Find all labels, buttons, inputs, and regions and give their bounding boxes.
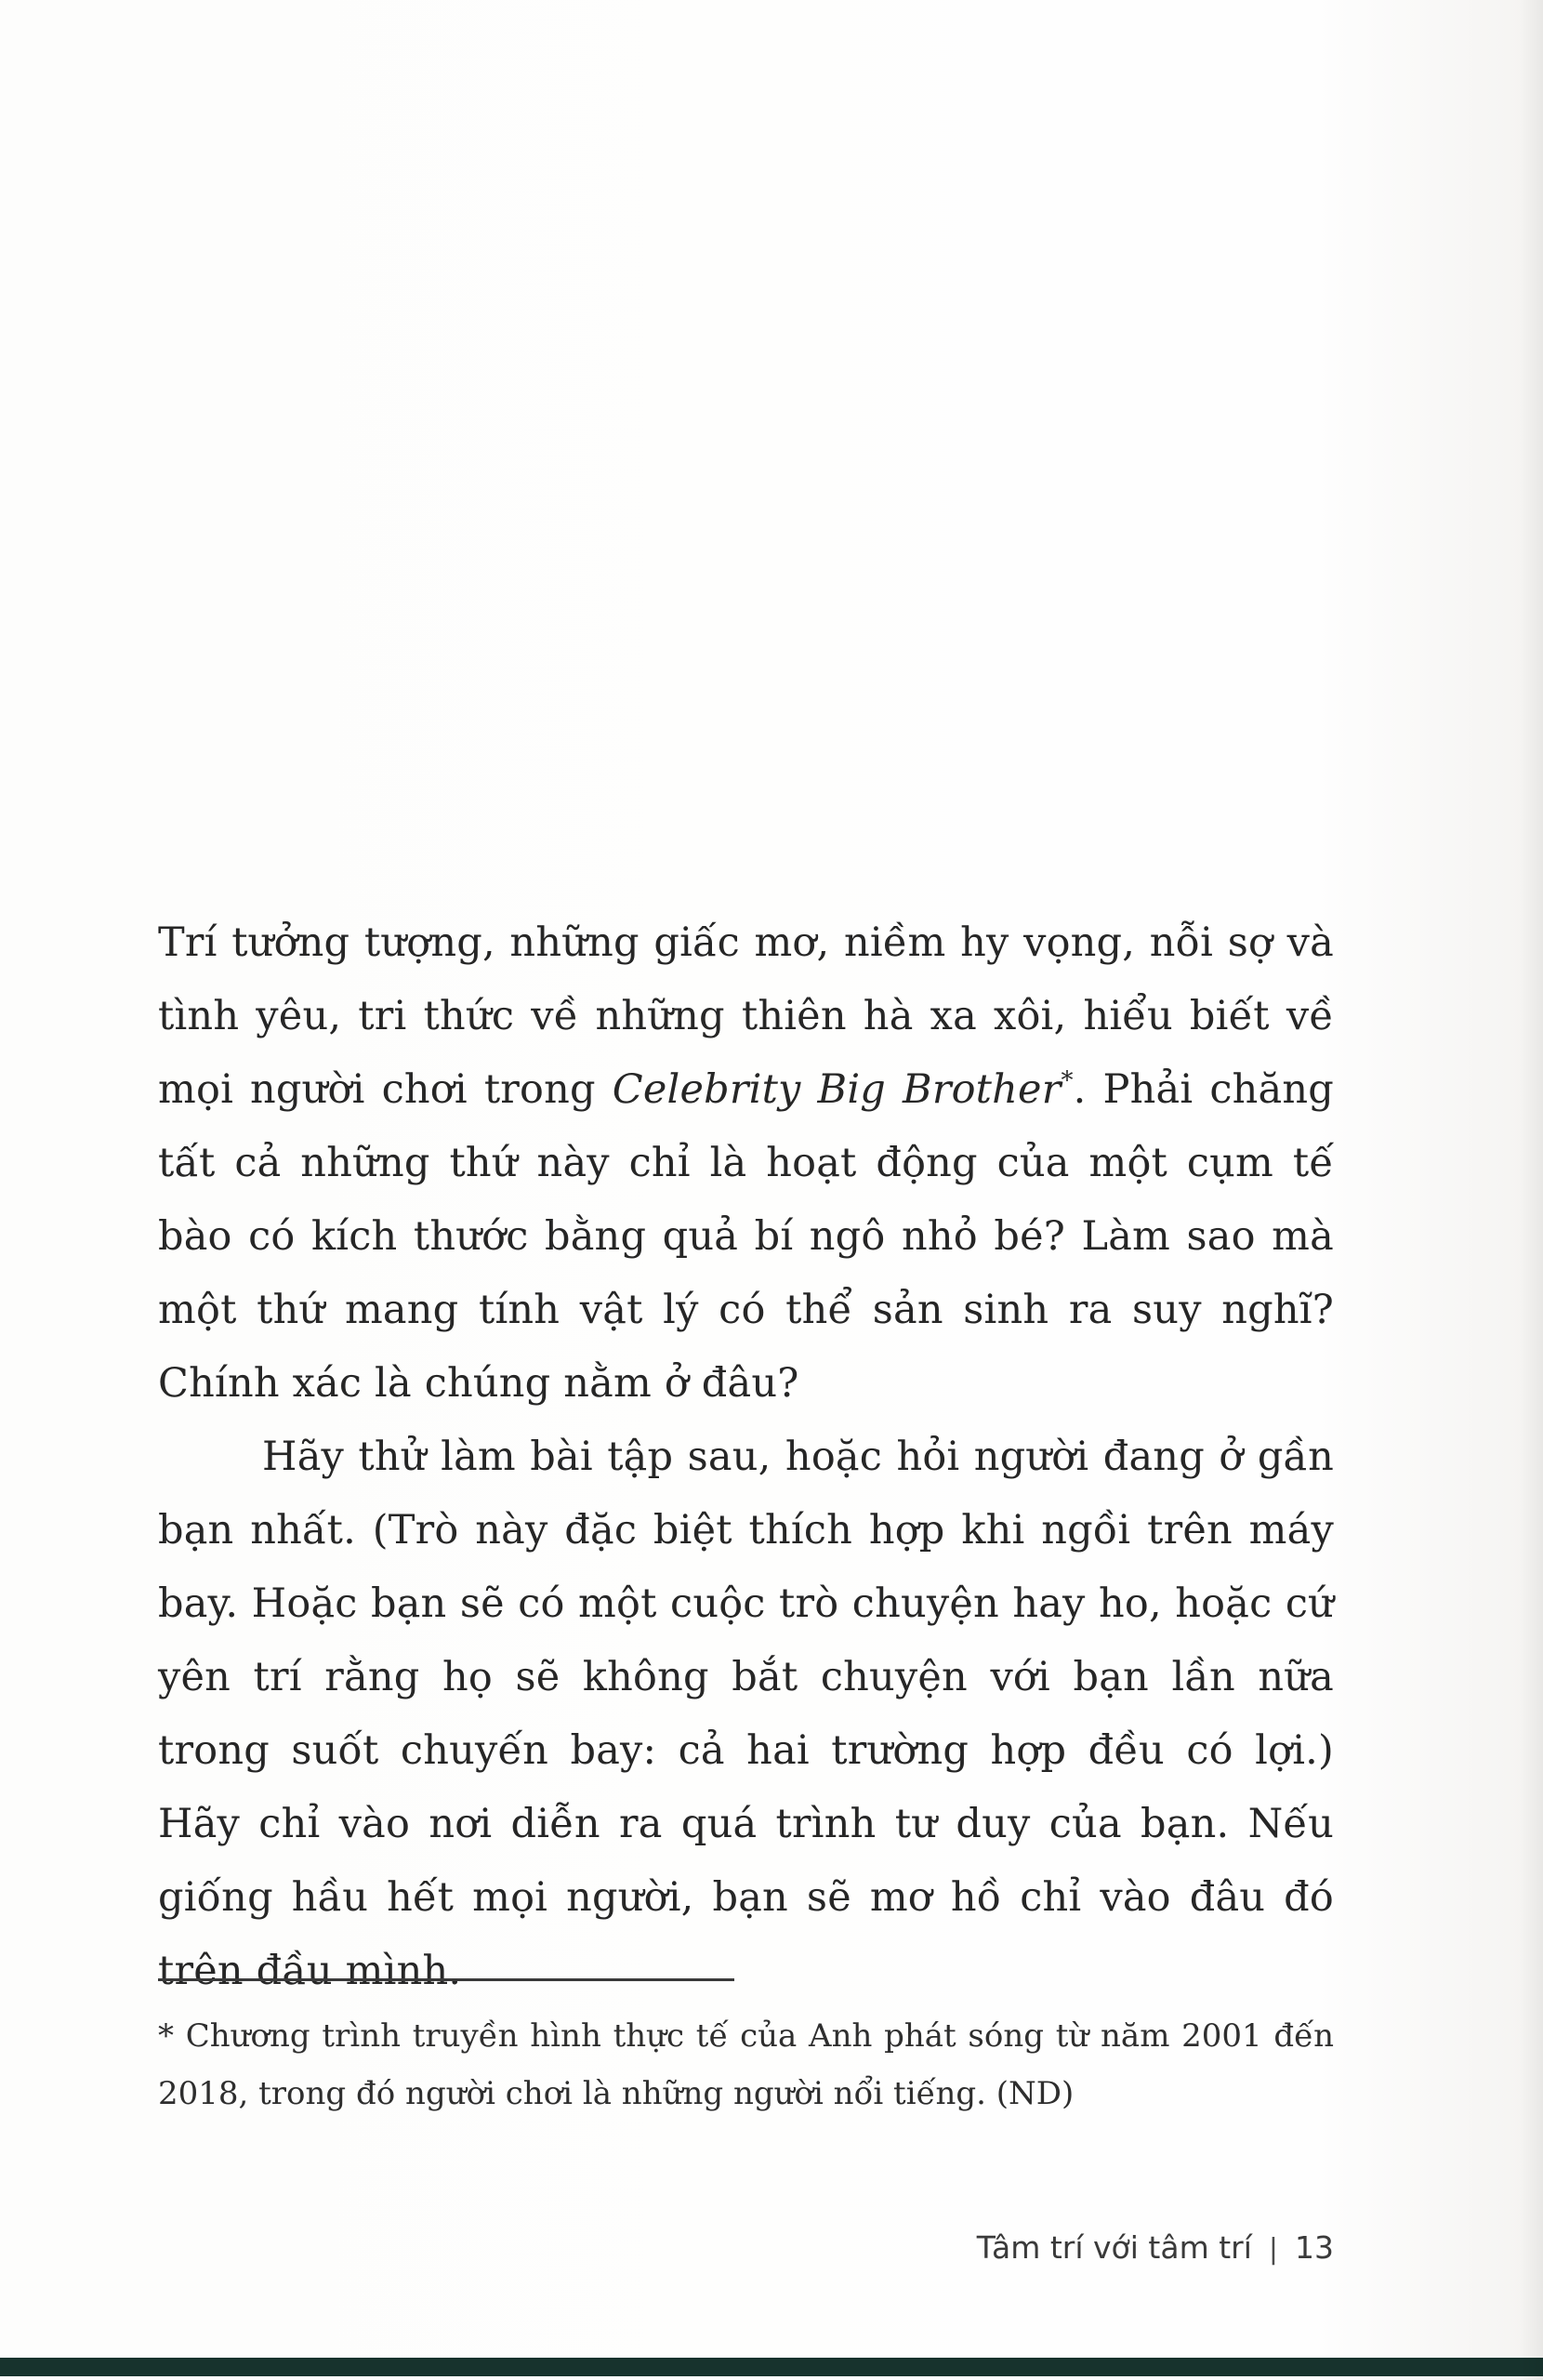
footnote-text xyxy=(158,2007,1334,2122)
paragraph-1-text-continued: . Phải chăng tất cả những thứ này chỉ là hoạt động của một cụm tế bào có kích thước bằng quả bí ngô nhỏ bé? Làm sao mà một thứ mang tính vật lý có thể sản sinh ra suy nghĩ? Chính xác là chúng nằm ở đâu? xyxy=(158,1066,1334,1407)
footnote-body: Chương trình truyền hình thực tế của Anh phát sóng từ năm 2001 đến 2018, trong đó người chơi là những người nổi tiếng. (ND) xyxy=(158,2017,1334,2112)
footnote-marker: * xyxy=(158,2017,174,2055)
footnote-area xyxy=(158,1978,1334,2122)
footer-separator: | xyxy=(1268,2233,1278,2266)
page-number: 13 xyxy=(1295,2229,1334,2266)
book-title-italic: Celebrity Big Brother xyxy=(612,1066,1062,1113)
footnote-separator-rule xyxy=(158,1978,734,1981)
page-footer xyxy=(977,2229,1334,2266)
paragraph-1 xyxy=(158,906,1334,1421)
paragraph-2: Hãy thử làm bài tập sau, hoặc hỏi người đang ở gần bạn nhất. (Trò này đặc biệt thích hợp khi ngồi trên máy bay. Hoặc bạn sẽ có một cuộc trò chuyện hay ho, hoặc cứ yên trí rằng họ sẽ không bắt chuyện với bạn lần nữa trong suốt chuyến bay: cả hai trường hợp đều có lợi.) Hãy chỉ vào nơi diễn ra quá trình tư duy của bạn. Nếu giống hầu hết mọi người, bạn sẽ mơ hồ chỉ vào đâu đó trên đầu mình. xyxy=(158,1434,1334,1994)
footnote-marker-superscript: * xyxy=(1061,1066,1074,1095)
running-title: Tâm trí với tâm trí xyxy=(976,2229,1252,2266)
bottom-color-bar xyxy=(0,2358,1543,2376)
body-text-block xyxy=(158,906,1334,2008)
paragraph-1-text: Trí tưởng tượng, những giấc mơ, niềm hy vọng, nỗi sợ và tình yêu, tri thức về những thiên hà xa xôi, hiểu biết về mọi người chơi trong xyxy=(158,919,1334,1113)
